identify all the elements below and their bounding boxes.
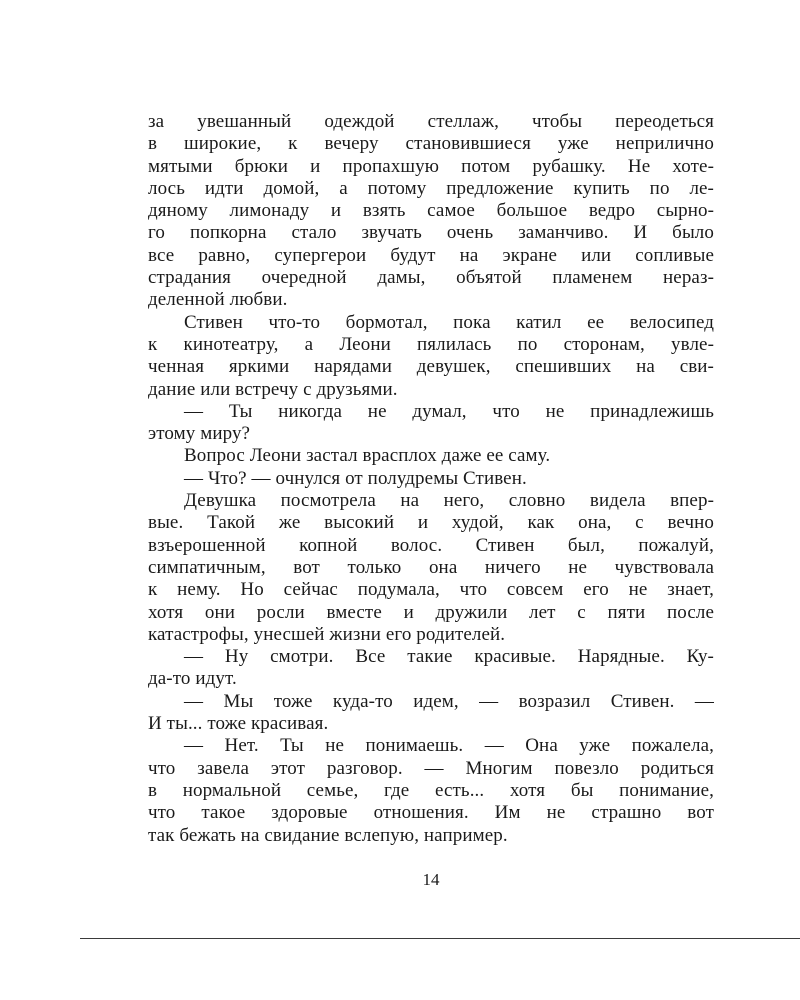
- bottom-rule: [80, 938, 800, 939]
- text-line: дание или встречу с друзьями.: [148, 378, 398, 400]
- text-line: взъерошенной копной волос. Стивен был, пожалуй,: [148, 534, 714, 556]
- text-line: И ты... тоже красивая.: [148, 713, 329, 735]
- text-line: — Что? — очнулся от полудремы Стивен.: [184, 467, 527, 489]
- text-line: вые. Такой же высокий и худой, как она, с вечно: [148, 512, 714, 534]
- page-number: 14: [422, 870, 440, 889]
- text-line: симпатичным, вот только она ничего не чувствовала: [148, 556, 714, 578]
- text-line: Вопрос Леони застал врасплох даже ее саму.: [184, 445, 551, 467]
- text-line: этому миру?: [148, 423, 251, 445]
- text-line: катастрофы, унесшей жизни его родителей.: [148, 623, 506, 645]
- text-line: хотя они росли вместе и дружили лет с пяти после: [148, 601, 714, 623]
- text-line: дяному лимонаду и взять самое большое ведро сырно-: [148, 200, 714, 222]
- text-line: к кинотеатру, а Леони пялилась по сторонам, увле-: [148, 333, 714, 355]
- text-line: так бежать на свидание вслепую, например.: [148, 824, 508, 846]
- text-line: что завела этот разговор. — Многим повезло родиться: [148, 757, 714, 779]
- text-line: ченная яркими нарядами девушек, спешивших на сви-: [148, 356, 714, 378]
- text-line: за увешанный одеждой стеллаж, чтобы переодеться: [148, 111, 714, 132]
- text-line: — Ты никогда не думал, что не принадлежишь: [184, 400, 714, 422]
- text-line: в нормальной семье, где есть... хотя бы понимание,: [148, 779, 714, 801]
- text-line: к нему. Но сейчас подумала, что совсем его не знает,: [148, 579, 714, 601]
- text-line: все равно, супергерои будут на экране или сопливые: [148, 244, 714, 266]
- text-line: да-то идут.: [148, 668, 237, 690]
- text-line: страдания очередной дамы, объятой пламенем нераз-: [148, 267, 714, 289]
- text-line: мятыми брюки и пропахшую потом рубашку. Не хоте-: [148, 155, 714, 177]
- text-line: — Ну смотри. Все такие красивые. Нарядные. Ку-: [184, 646, 714, 668]
- text-line: — Нет. Ты не понимаешь. — Она уже пожалела,: [184, 735, 714, 757]
- text-line: — Мы тоже куда-то идем, — возразил Стивен. —: [184, 690, 714, 712]
- text-line: деленной любви.: [148, 289, 288, 311]
- text-line: Стивен что-то бормотал, пока катил ее велосипед: [184, 311, 714, 333]
- text-line: го попкорна стало звучать очень заманчиво. И было: [148, 222, 714, 244]
- text-line: Девушка посмотрела на него, словно видела впер-: [184, 490, 714, 512]
- text-line: что такое здоровые отношения. Им не страшно вот: [148, 802, 714, 824]
- text-line: в широкие, к вечеру становившиеся уже неприлично: [148, 133, 714, 155]
- text-line: лось идти домой, а потому предложение купить по ле-: [148, 177, 714, 199]
- page-body: [148, 111, 714, 847]
